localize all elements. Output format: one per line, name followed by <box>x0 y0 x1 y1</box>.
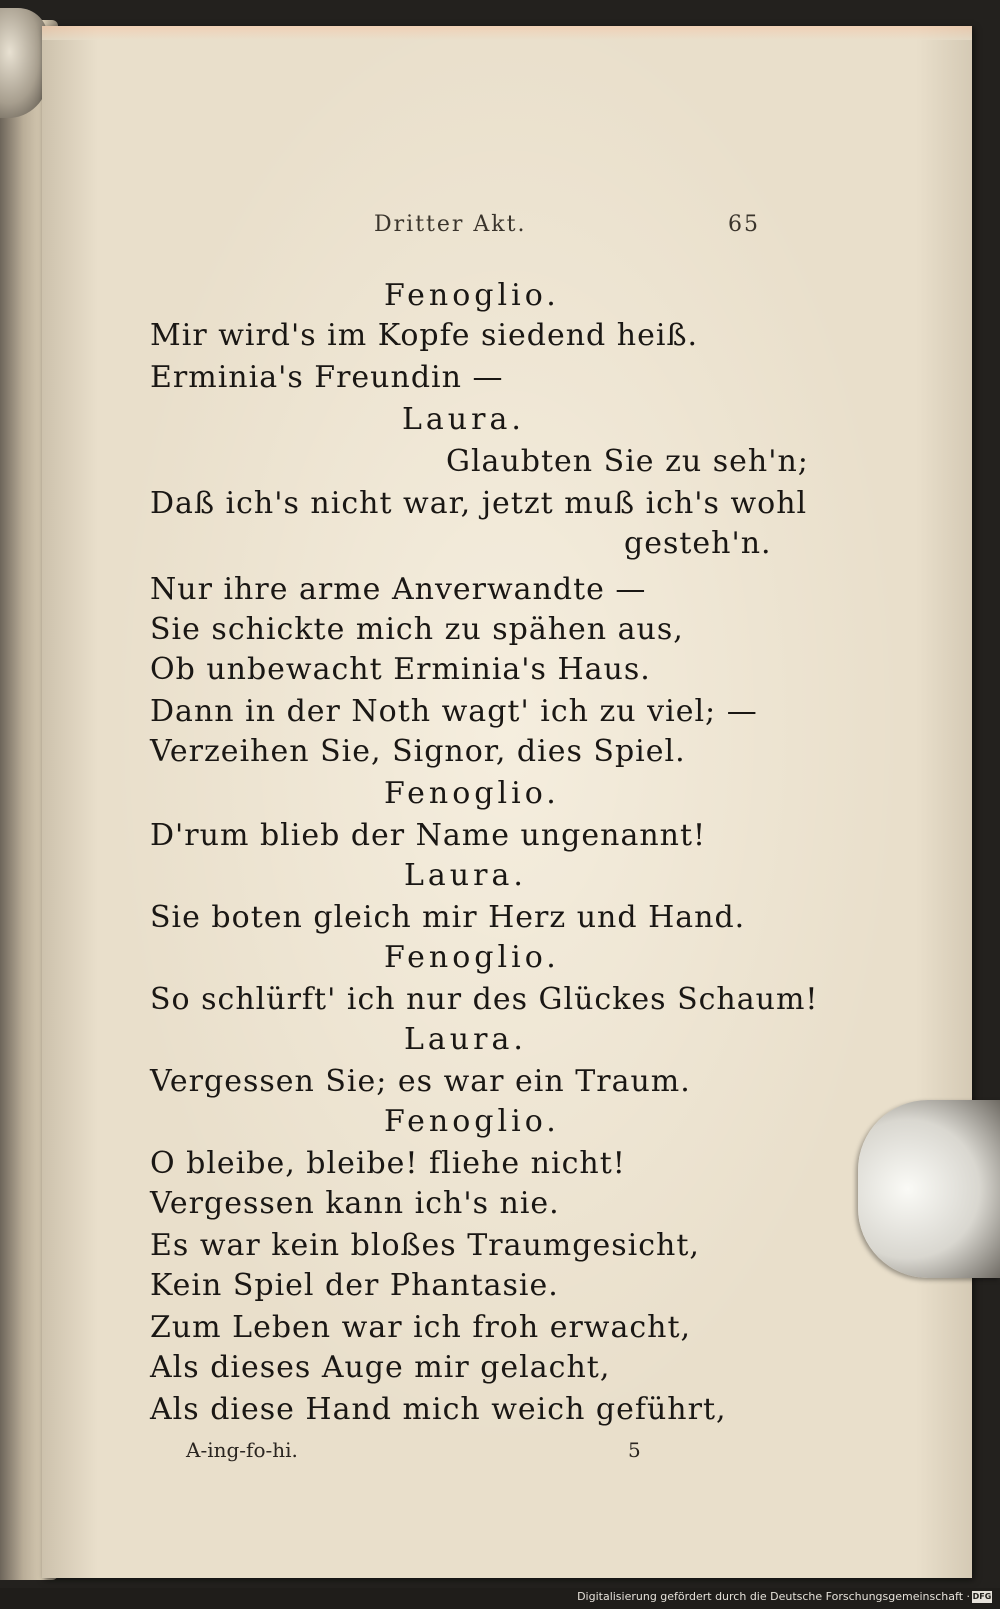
verse-line: Als diese Hand mich weich geführt, <box>150 1392 727 1427</box>
speaker-line: Fenoglio. <box>384 278 560 313</box>
verse-line: Als dieses Auge mir gelacht, <box>150 1350 611 1385</box>
speaker-line: Laura. <box>404 858 527 893</box>
verse-line: So schlürft' ich nur des Glückes Schaum! <box>150 982 819 1017</box>
dfg-logo-icon: DFG <box>972 1592 992 1601</box>
verse-line: Nur ihre arme Anverwandte — <box>150 572 647 607</box>
verse-line: O bleibe, bleibe! fliehe nicht! <box>150 1146 626 1181</box>
verse-line-continuation: gesteh'n. <box>624 526 772 561</box>
verse-line: Vergessen Sie; es war ein Traum. <box>150 1064 691 1099</box>
verse-line: Es war kein bloßes Traumgesicht, <box>150 1228 700 1263</box>
printer-signature: A-ing-fo-hi. <box>186 1438 298 1462</box>
page-number: 65 <box>728 212 760 237</box>
verse-line: Ob unbewacht Erminia's Haus. <box>150 652 651 687</box>
verse-line: Sie boten gleich mir Herz und Hand. <box>150 900 746 935</box>
speaker-line: Fenoglio. <box>384 1104 560 1139</box>
verse-line: Zum Leben war ich froh erwacht, <box>150 1310 692 1345</box>
verse-line: Verzeihen Sie, Signor, dies Spiel. <box>150 734 686 769</box>
verse-line: Erminia's Freundin — <box>150 360 504 395</box>
speaker-line: Fenoglio. <box>384 776 560 811</box>
verse-line: Sie schickte mich zu spähen aus, <box>150 612 684 647</box>
verse-line: Kein Spiel der Phantasie. <box>150 1268 559 1303</box>
verse-line: Daß ich's nicht war, jetzt muß ich's wohl <box>150 486 808 521</box>
verse-line: Glaubten Sie zu seh'n; <box>446 444 809 479</box>
verse-line: D'rum blieb der Name ungenannt! <box>150 818 707 853</box>
digitization-credit: Digitalisierung gefördert durch die Deutsche Forschungsgemeinschaft · <box>577 1590 970 1603</box>
speaker-line: Laura. <box>404 1022 527 1057</box>
running-title: Dritter Akt. <box>374 212 527 237</box>
page-top-edge <box>42 26 972 40</box>
sheet-number: 5 <box>628 1438 641 1462</box>
speaker-line: Fenoglio. <box>384 940 560 975</box>
verse-line: Vergessen kann ich's nie. <box>150 1186 560 1221</box>
verse-line: Mir wird's im Kopfe siedend heiß. <box>150 318 699 353</box>
book-clip-right <box>858 1100 1000 1278</box>
verse-line: Dann in der Noth wagt' ich zu viel; — <box>150 694 758 729</box>
speaker-line: Laura. <box>402 402 525 437</box>
